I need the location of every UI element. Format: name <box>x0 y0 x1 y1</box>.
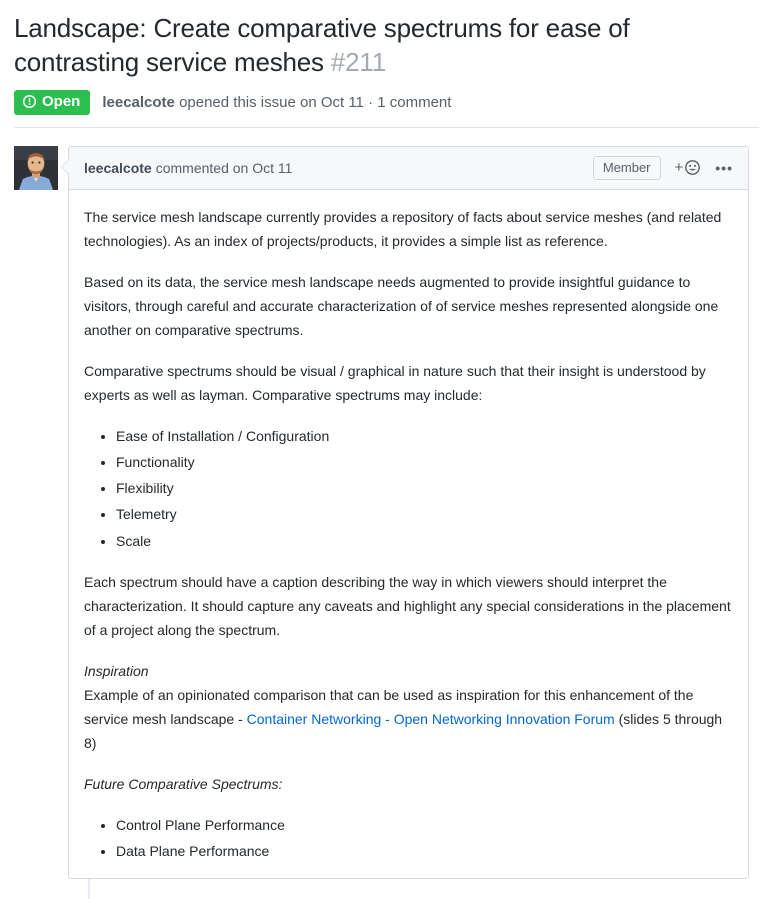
issue-number: #211 <box>330 46 386 77</box>
paragraph-augmentation-need: Based on its data, the service mesh landscape needs augmented to provide insightful guidance to visitors, through careful and accurate characterization of of service meshes represented alongside one another on comparative spectrums. <box>84 273 719 338</box>
list-item: • Functionality <box>116 450 733 474</box>
issue-title-text: Landscape: Create comparative spectrums for ease of contrasting service meshes <box>14 13 630 77</box>
add-reaction-button[interactable] <box>675 159 702 176</box>
list-item: • Ease of Installation / Configuration <box>116 424 733 448</box>
issue-state-label: Open <box>42 92 81 110</box>
example-text-after-link: (slides 5 through 8) <box>84 711 723 752</box>
list-item: • Data Plane Performance <box>116 839 733 863</box>
comment-author-link[interactable]: leecalcote <box>84 159 152 176</box>
paragraph-future-spectrums <box>84 772 733 796</box>
issue-header <box>0 0 773 128</box>
comment-card <box>68 146 749 879</box>
container-networking-link[interactable]: Container Networking - Open Networking Innovation Forum <box>246 711 615 728</box>
comment-timestamp: commented on Oct 11 <box>155 159 293 176</box>
issue-state-badge <box>14 90 90 116</box>
smiley-icon <box>684 159 701 176</box>
plus-icon: + <box>674 159 684 177</box>
inspiration-label: Inspiration <box>84 662 149 679</box>
issue-opened-icon <box>22 94 37 109</box>
list-item: • Telemetry <box>116 502 733 526</box>
list-item: • Scale <box>116 529 733 553</box>
issue-title <box>14 12 749 80</box>
issue-opened-text: opened this issue on Oct 11 · 1 comment <box>179 93 452 111</box>
list-item: • Flexibility <box>116 476 733 500</box>
example-text-before-link: Example of an opinionated comparison that can be used as inspiration for this enhancement of the service mesh landscape - <box>84 686 694 728</box>
issue-meta-row <box>14 90 759 129</box>
paragraph-inspiration <box>84 659 733 755</box>
issue-author-link[interactable]: leecalcote <box>102 93 175 111</box>
paragraph-landscape-overview: The service mesh landscape currently provides a repository of facts about service meshes (and related technologies). As an index of projects/products, it provides a simple list as reference. <box>84 208 722 249</box>
member-badge[interactable]: Member <box>593 156 661 180</box>
spectrum-list <box>84 424 733 552</box>
avatar-portrait-image <box>14 146 58 190</box>
comment-body <box>69 190 748 879</box>
comment-header <box>69 147 748 190</box>
future-spectrums-label: Future Comparative Spectrums: <box>84 776 283 793</box>
avatar[interactable] <box>14 146 58 190</box>
kebab-menu-button[interactable]: ••• <box>715 159 733 176</box>
list-item: • Control Plane Performance <box>116 813 733 837</box>
comment-header-actions <box>593 156 733 180</box>
future-spectrum-list <box>84 813 733 863</box>
paragraph-spectrums-visual: Comparative spectrums should be visual / graphical in nature such that their insight is understood by experts as well as layman. Comparative spectrums may include: <box>84 363 706 404</box>
paragraph-caption-guidance: Each spectrum should have a caption describing the way in which viewers should interpret the characterization. It should capture any caveats and highlight any special considerations in the placement of a project along the spectrum. <box>84 573 731 638</box>
issue-meta-text <box>102 94 451 111</box>
issue-timeline <box>14 146 749 889</box>
